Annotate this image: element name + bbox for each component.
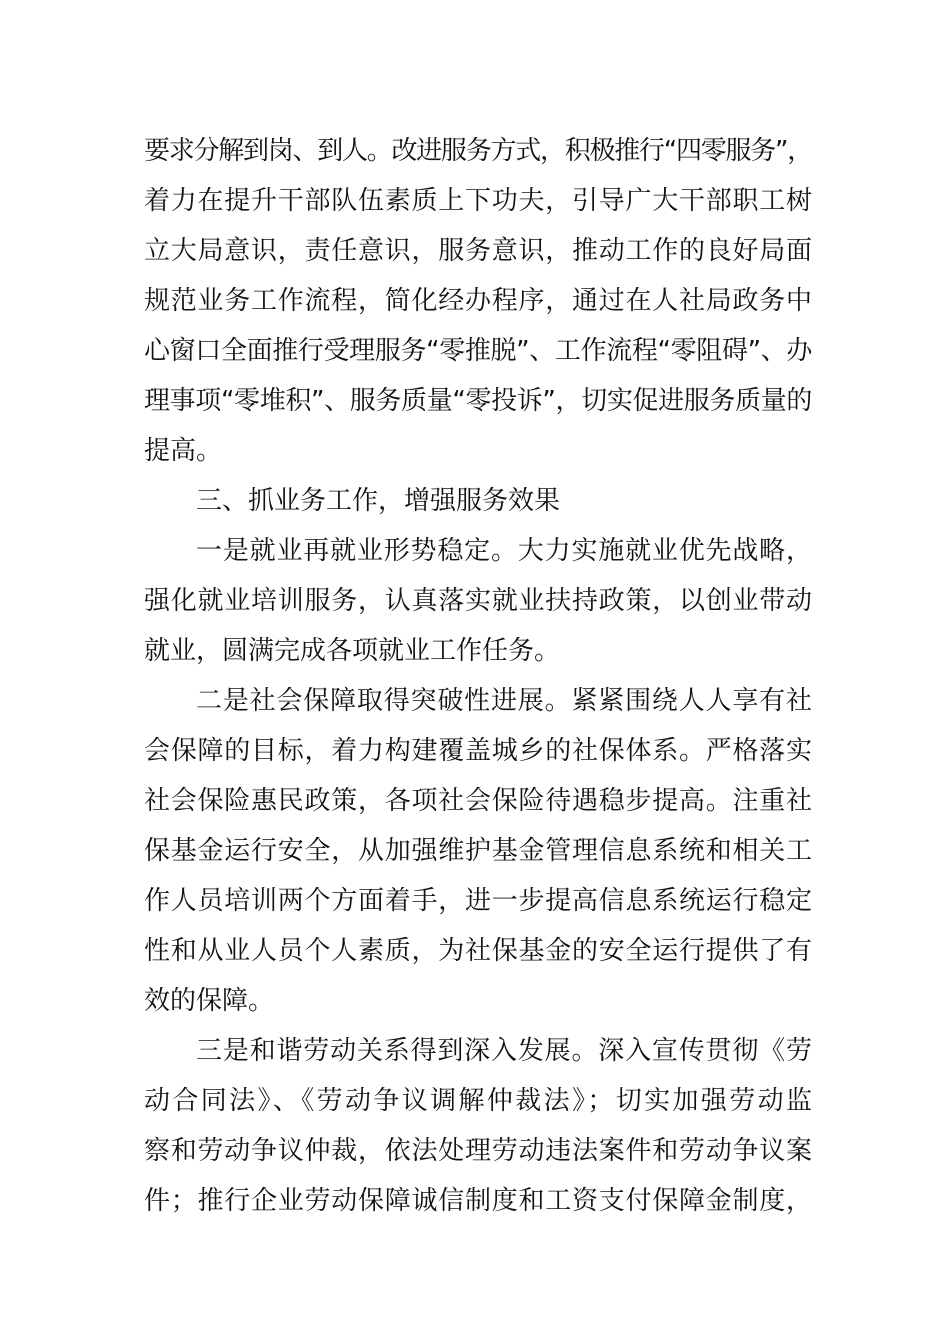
text-line: 效的保障。 [144, 986, 275, 1016]
text-line: 强化就业培训服务，认真落实就业扶持政策，以创业带动 [144, 586, 812, 616]
text-line: 理事项“零堆积”、服务质量“零投诉”，切实促进服务质量的 [144, 386, 812, 416]
text-line: 提高。 [144, 436, 223, 466]
text-line: 三、抓业务工作，增强服务效果 [196, 486, 561, 516]
text-line: 社会保险惠民政策，各项社会保险待遇稳步提高。注重社 [144, 786, 812, 816]
text-line: 动合同法》、《劳动争议调解仲裁法》；切实加强劳动监 [144, 1086, 812, 1116]
text-line: 保基金运行安全，从加强维护基金管理信息系统和相关工 [144, 836, 812, 866]
text-line: 就业，圆满完成各项就业工作任务。 [144, 636, 561, 666]
text-line: 立大局意识，责任意识，服务意识，推动工作的良好局面 [144, 236, 812, 266]
text-line: 三是和谐劳动关系得到深入发展。深入宣传贯彻《劳 [196, 1036, 812, 1066]
text-line: 心窗口全面推行受理服务“零推脱”、工作流程“零阻碍”、办 [144, 336, 812, 366]
text-line: 着力在提升干部队伍素质上下功夫，引导广大干部职工树 [144, 186, 812, 216]
text-line: 一是就业再就业形势稳定。大力实施就业优先战略， [196, 536, 812, 566]
text-line: 件；推行企业劳动保障诚信制度和工资支付保障金制度， [144, 1186, 812, 1216]
text-line: 会保障的目标，着力构建覆盖城乡的社保体系。严格落实 [144, 736, 812, 766]
text-line: 察和劳动争议仲裁，依法处理劳动违法案件和劳动争议案 [144, 1136, 812, 1166]
text-line: 要求分解到岗、到人。改进服务方式，积极推行“四零服务”， [144, 136, 812, 166]
text-line: 二是社会保障取得突破性进展。紧紧围绕人人享有社 [196, 686, 812, 716]
body-text [144, 126, 812, 1226]
text-line: 规范业务工作流程，简化经办程序，通过在人社局政务中 [144, 286, 812, 316]
text-line: 性和从业人员个人素质，为社保基金的安全运行提供了有 [144, 936, 812, 966]
text-line: 作人员培训两个方面着手，进一步提高信息系统运行稳定 [144, 886, 812, 916]
